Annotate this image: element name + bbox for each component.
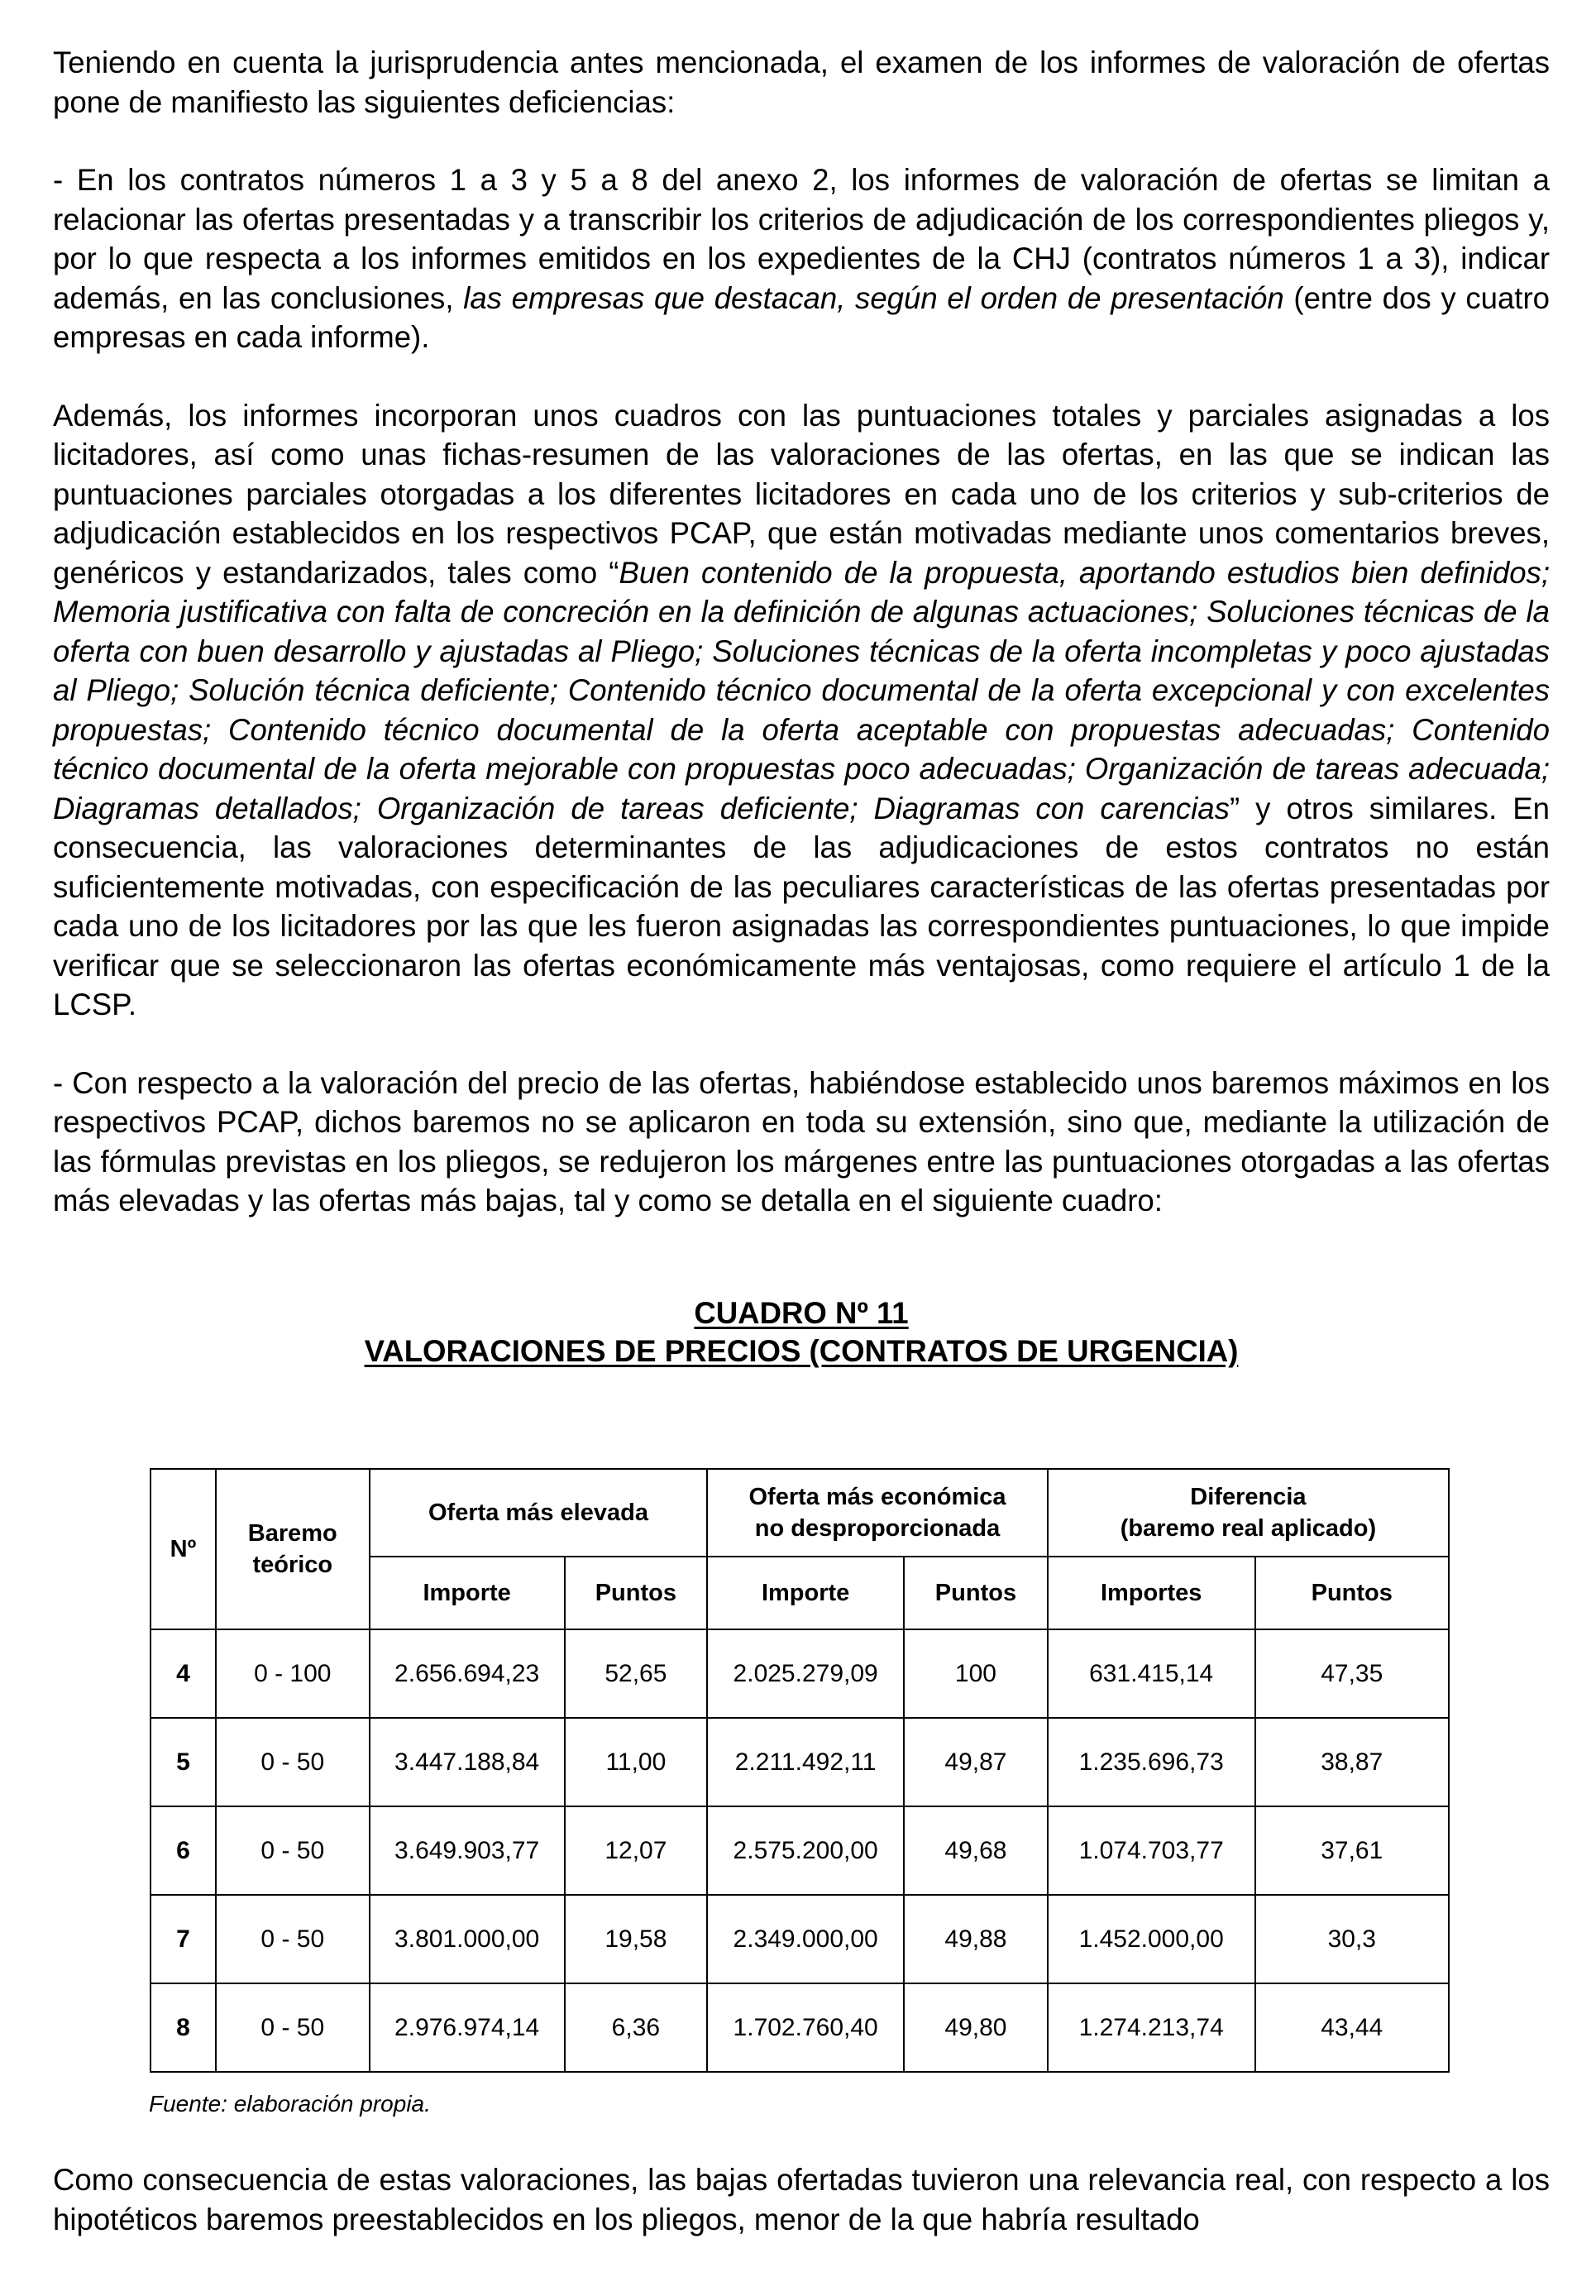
cell-n: 6 (151, 1806, 216, 1895)
cell-importe-elevada: 3.447.188,84 (370, 1718, 565, 1806)
cell-puntos-economica: 49,88 (904, 1895, 1048, 1983)
italic-quote: Buen contenido de la propuesta, aportando estudios bien definidos; Memoria justificativa con falta de concreción en la definición de algunas actuaciones; Soluciones técnicas de la oferta con buen desarrollo y ajustadas al Pliego; Soluciones técnicas de la oferta incompletas y poco ajustadas al Pliego; Solución técnica deficiente; Contenido técnico documental de la oferta excepcional y con excelentes propuestas; Contenido técnico documental de la oferta aceptable con propuestas adecuadas; Contenido técnico documental de la oferta mejorable con propuestas poco adecuadas; Organización de tareas adecuada; Diagramas detallados; Organización de tareas deficiente; Diagramas con carencias (53, 555, 1551, 825)
table-title-number: CUADRO Nº 11 (694, 1295, 909, 1330)
cell-importes-diferencia: 631.415,14 (1048, 1629, 1255, 1718)
paragraph-text: ” y otros similares. En consecuencia, las valoraciones determinantes de las adjudicaciones de estos contratos no están suficientemente motivadas, con especificación de las peculiares características de las ofertas presentadas por cada uno de los licitadores por las que les fueron asignadas las correspondientes puntuaciones, lo que impide verificar que se seleccionaron las ofertas económicamente más ventajosas, como requiere el artículo 1 de la LCSP. (53, 791, 1551, 1021)
paragraph-contracts-1-8 (53, 160, 1550, 357)
italic-quote: las empresas que destacan, según el orden de presentación (463, 280, 1284, 315)
document-body (53, 43, 1550, 1370)
cell-importe-economica: 1.702.760,40 (707, 1983, 904, 2072)
cell-puntos-elevada: 12,07 (565, 1806, 708, 1895)
header-diferencia-line1: Diferencia (1190, 1484, 1307, 1510)
cell-n: 5 (151, 1718, 216, 1806)
table-row (151, 1718, 1449, 1806)
header-importes: Importes (1048, 1557, 1255, 1629)
header-oferta-economica: Oferta más económica no desproporcionada (707, 1469, 1048, 1557)
table-row (151, 1806, 1449, 1895)
cell-importe-economica: 2.349.000,00 (707, 1895, 904, 1983)
cell-importe-elevada: 3.801.000,00 (370, 1895, 565, 1983)
header-n: Nº (151, 1469, 216, 1629)
paragraph-conclusion: Como consecuencia de estas valoraciones, las bajas ofertadas tuvieron una relevancia real, con respecto a los hipotéticos baremos preestablecidos en los pliegos, menor de la que habría resultado (53, 2163, 1550, 2236)
cell-importe-elevada: 3.649.903,77 (370, 1806, 565, 1895)
cell-puntos-diferencia: 47,35 (1255, 1629, 1449, 1718)
paragraph-intro: Teniendo en cuenta la jurisprudencia antes mencionada, el examen de los informes de valoración de ofertas pone de manifiesto las siguientes deficiencias: (53, 45, 1550, 119)
header-diferencia (1048, 1469, 1449, 1557)
cell-puntos-diferencia: 38,87 (1255, 1718, 1449, 1806)
cell-puntos-economica: 49,80 (904, 1983, 1048, 2072)
paragraph-text: Además, los informes incorporan unos cuadros con las puntuaciones totales y parciales asignadas a los licitadores, así como unas fichas-resumen de las valoraciones de las ofertas, en las que se indican las puntuaciones parciales otorgadas a los diferentes licitadores en cada uno de los criterios y sub-criterios de adjudicación establecidos en los respectivos PCAP, que están motivadas mediante unos comentarios breves, genéricos y estandarizados, tales como “ (53, 398, 1550, 590)
cell-n: 4 (151, 1629, 216, 1718)
cell-importes-diferencia: 1.235.696,73 (1048, 1718, 1255, 1806)
header-puntos: Puntos (1255, 1557, 1449, 1629)
header-puntos: Puntos (904, 1557, 1048, 1629)
table-title-caption: VALORACIONES DE PRECIOS (CONTRATOS DE URGENCIA) (364, 1333, 1239, 1368)
cell-baremo: 0 - 50 (216, 1718, 370, 1806)
cell-importe-economica: 2.575.200,00 (707, 1806, 904, 1895)
cell-baremo: 0 - 100 (216, 1629, 370, 1718)
cell-baremo: 0 - 50 (216, 1895, 370, 1983)
paragraph-text: - En los contratos números 1 a 3 y 5 a 8 del anexo 2, los informes de valoración de ofertas se limitan a relacionar las ofertas presentadas y a transcribir los criterios de adjudicación de los correspondientes pliegos y, por lo que respecta a los informes emitidos en los expedientes de la CHJ (contratos números 1 a 3), indicar además, en las conclusiones, (53, 163, 1550, 315)
cell-baremo: 0 - 50 (216, 1806, 370, 1895)
cell-puntos-elevada: 11,00 (565, 1718, 708, 1806)
cell-importes-diferencia: 1.074.703,77 (1048, 1806, 1255, 1895)
cell-importe-elevada: 2.976.974,14 (370, 1983, 565, 2072)
table-row (151, 1629, 1449, 1718)
cell-importe-economica: 2.025.279,09 (707, 1629, 904, 1718)
paragraph-text: (entre dos y cuatro empresas en cada informe). (53, 280, 1550, 354)
cell-n: 8 (151, 1983, 216, 2072)
cell-baremo: 0 - 50 (216, 1983, 370, 2072)
table-title (53, 1294, 1550, 1370)
cell-importe-economica: 2.211.492,11 (707, 1718, 904, 1806)
paragraph-price-valuation: - Con respecto a la valoración del precio de las ofertas, habiéndose establecido unos baremos máximos en los respectivos PCAP, dichos baremos no se aplicaron en toda su extensión, sino que, mediante la utilización de las fórmulas previstas en los pliegos, se redujeron los márgenes entre las puntuaciones otorgadas a las ofertas más elevadas y las ofertas más bajas, tal y como se detalla en el siguiente cuadro: (53, 1065, 1550, 1217)
header-diferencia-line2: (baremo real aplicado) (1120, 1515, 1377, 1542)
paragraph-valuation-comments (53, 396, 1550, 1025)
cell-puntos-economica: 49,68 (904, 1806, 1048, 1895)
cell-puntos-elevada: 52,65 (565, 1629, 708, 1718)
header-importe: Importe (707, 1557, 904, 1629)
cell-n: 7 (151, 1895, 216, 1983)
cell-importes-diferencia: 1.274.213,74 (1048, 1983, 1255, 2072)
cell-puntos-economica: 100 (904, 1629, 1048, 1718)
header-importe: Importe (370, 1557, 565, 1629)
cell-puntos-elevada: 6,36 (565, 1983, 708, 2072)
header-puntos: Puntos (565, 1557, 708, 1629)
price-valuation-table (150, 1468, 1450, 2073)
header-oferta-elevada: Oferta más elevada (370, 1469, 707, 1557)
cell-puntos-diferencia: 30,3 (1255, 1895, 1449, 1983)
cell-importe-elevada: 2.656.694,23 (370, 1629, 565, 1718)
cell-puntos-economica: 49,87 (904, 1718, 1048, 1806)
table-source: Fuente: elaboración propia. (149, 2091, 431, 2117)
cell-importes-diferencia: 1.452.000,00 (1048, 1895, 1255, 1983)
table-row (151, 1983, 1449, 2072)
header-baremo: Baremo teórico (216, 1469, 370, 1629)
table-row (151, 1895, 1449, 1983)
cell-puntos-diferencia: 43,44 (1255, 1983, 1449, 2072)
cell-puntos-diferencia: 37,61 (1255, 1806, 1449, 1895)
cell-puntos-elevada: 19,58 (565, 1895, 708, 1983)
closing-block (53, 2160, 1550, 2239)
